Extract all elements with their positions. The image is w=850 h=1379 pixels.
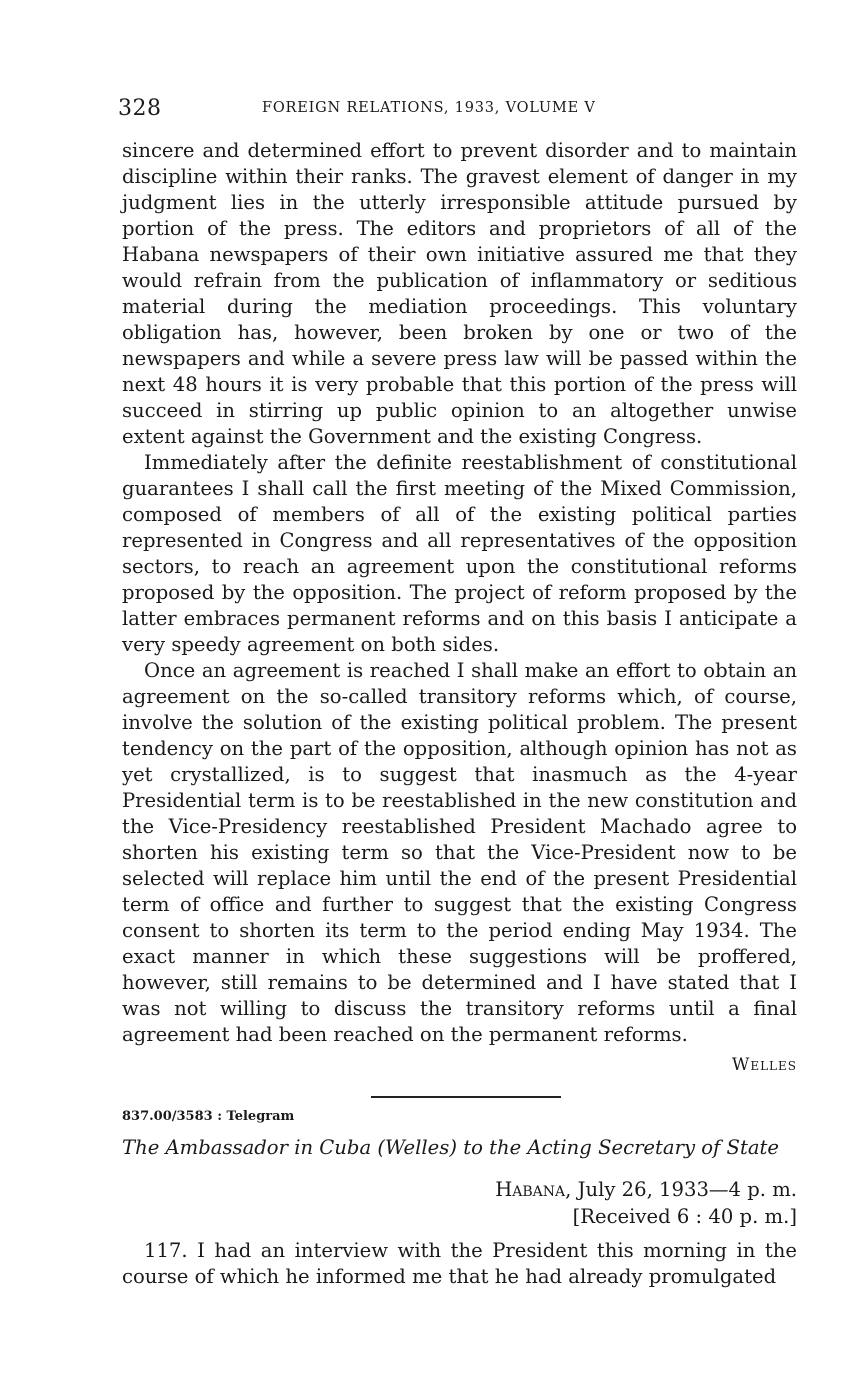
file-reference: 837.00/3583 : Telegram: [122, 1109, 295, 1124]
body-paragraph-3: Once an agreement is reached I shall make an effort to obtain an agreement on the so-called transitory reforms which, of course, involve the solution of the existing political problem. The present tendency on the part of the opposition, although opinion has not as yet crystallized, is to suggest that inasmuch as the 4-year Presidential term is to be reestablished in the new constitution and the Vice-Presidency reestablished President Machado agree to shorten his existing term so that the Vice-President now to be selected will replace him until the end of the present Presidential term of office and further to suggest that the existing Congress consent to shorten its term to the period ending May 1934. The exact manner in which these suggestions will be proffered, however, still remains to be determined and I have stated that I was not willing to discuss the transitory reforms until a final agreement had been reached on the permanent reforms.: [122, 659, 797, 1046]
body-paragraph-1: sincere and determined effort to prevent disorder and to maintain discipline within their ranks. The gravest element of danger in my judgment lies in the utterly irresponsible attitude pursued by portion of the press. The editors and proprietors of all of the Habana newspapers of their own initiative assured me that they would refrain from the publication of inflammatory or seditious material during the mediation proceedings. This voluntary obligation has, however, been broken by one or two of the newspapers and while a severe press law will be passed within the next 48 hours it is very probable that this portion of the press will succeed in stirring up public opinion to an altogether unwise extent against the Government and the existing Congress.: [122, 139, 797, 448]
running-head-title: FOREIGN RELATIONS, 1933, VOLUME V: [262, 100, 596, 116]
dateline: [122, 1176, 797, 1203]
running-head: [118, 96, 797, 126]
document-page: [118, 96, 797, 1290]
document-title: The Ambassador in Cuba (Welles) to the Acting Secretary of State: [122, 1136, 779, 1159]
signature: Welles: [731, 1055, 797, 1075]
telegram-body: 117. I had an interview with the President this morning in the course of which he informed me that he had already promulgated: [122, 1239, 797, 1288]
body-paragraph-2: Immediately after the definite reestablishment of constitutional guarantees I shall call the first meeting of the Mixed Commission, composed of members of all of the existing political parties represented in Congress and all representatives of the opposition sectors, to reach an agreement upon the constitutional reforms proposed by the opposition. The project of reform proposed by the latter embraces permanent reforms and on this basis I anticipate a very speedy agreement on both sides.: [122, 451, 797, 656]
section-divider: [371, 1096, 561, 1098]
received-note: [Received 6 : 40 p. m.]: [572, 1205, 797, 1228]
page-number: 328: [118, 96, 162, 121]
dateline-place: Habana: [495, 1178, 566, 1201]
dateline-date: , July 26, 1933—4 p. m.: [565, 1178, 797, 1201]
